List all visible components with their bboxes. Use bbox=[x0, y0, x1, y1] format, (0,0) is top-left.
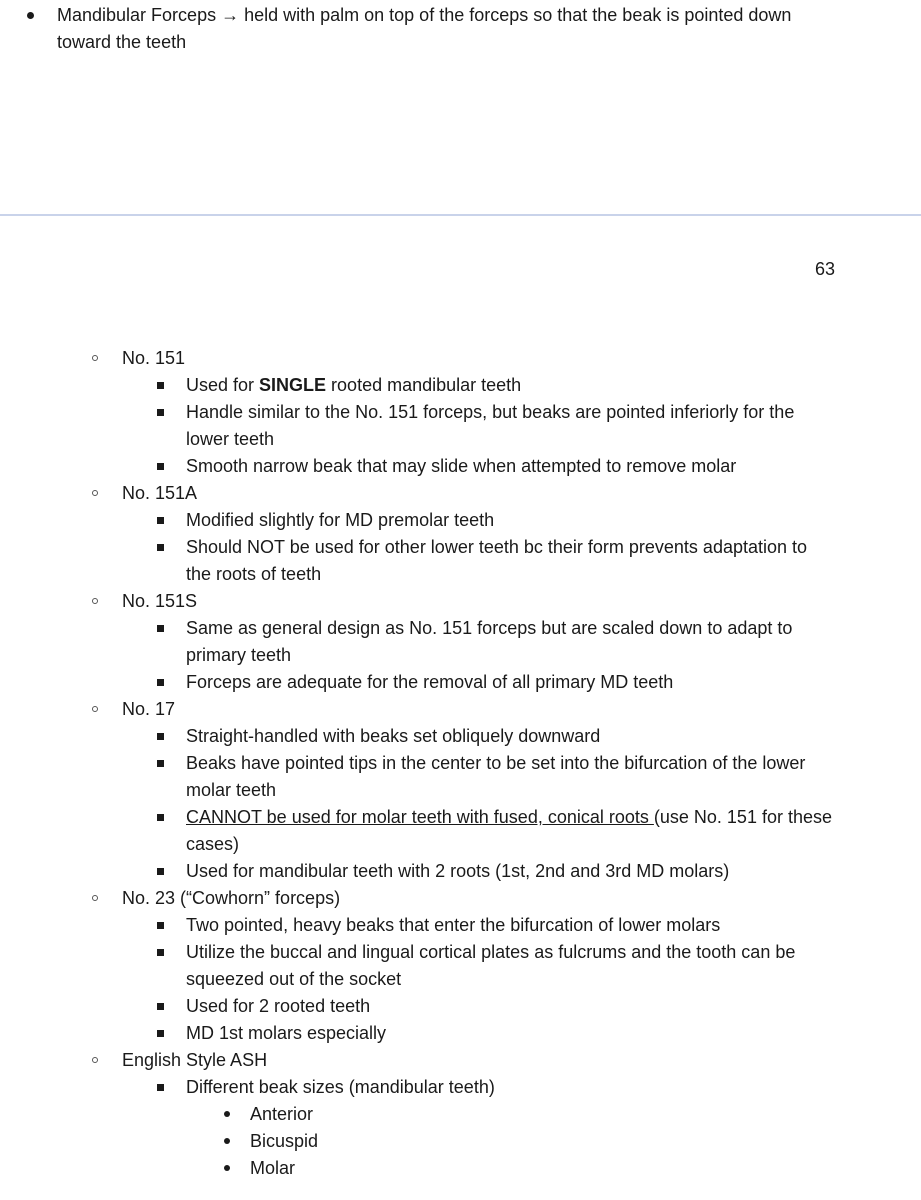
emphasis-text: SINGLE bbox=[259, 375, 327, 395]
list-item bbox=[0, 1074, 836, 1101]
list-item-heading: No. 151A bbox=[122, 483, 198, 503]
square-bullet-icon bbox=[157, 922, 164, 929]
list-item bbox=[0, 750, 836, 804]
list-item bbox=[0, 399, 836, 453]
square-bullet-icon bbox=[157, 1030, 164, 1037]
list-item-heading: No. 17 bbox=[122, 699, 176, 719]
list-item-text: Straight-handled with beaks set obliquely downward bbox=[186, 726, 601, 746]
circle-bullet-icon bbox=[92, 895, 98, 901]
forceps-outline bbox=[0, 345, 921, 1182]
square-bullet-icon bbox=[157, 949, 164, 956]
list-item-text: Two pointed, heavy beaks that enter the bifurcation of lower molars bbox=[186, 915, 721, 935]
list-item-text: Should NOT be used for other lower teeth bc their form prevents adaptation to the roots of teeth bbox=[186, 537, 808, 584]
list-item-text: Beaks have pointed tips in the center to be set into the bifurcation of the lower molar teeth bbox=[186, 753, 806, 800]
square-bullet-icon bbox=[157, 382, 164, 389]
list-item-text: Used for bbox=[186, 375, 260, 395]
bullet-disc-icon bbox=[224, 1165, 230, 1171]
square-bullet-icon bbox=[157, 868, 164, 875]
list-item bbox=[0, 885, 921, 912]
list-item bbox=[0, 372, 836, 399]
square-bullet-icon bbox=[157, 625, 164, 632]
square-bullet-icon bbox=[157, 760, 164, 767]
bullet-disc-icon bbox=[224, 1111, 230, 1117]
list-item bbox=[0, 804, 836, 858]
list-item-heading: No. 151 bbox=[122, 348, 186, 368]
list-item-text: Anterior bbox=[250, 1104, 314, 1124]
list-item-text: rooted mandibular teeth bbox=[326, 375, 522, 395]
list-item-heading: No. 23 (“Cowhorn” forceps) bbox=[122, 888, 341, 908]
page-number: 63 bbox=[814, 259, 835, 279]
circle-bullet-icon bbox=[92, 598, 98, 604]
previous-page-bottom bbox=[0, 0, 921, 216]
list-item bbox=[0, 669, 836, 696]
list-item bbox=[0, 723, 836, 750]
square-bullet-icon bbox=[157, 814, 164, 821]
circle-bullet-icon bbox=[92, 355, 98, 361]
list-item bbox=[0, 507, 836, 534]
bullet-disc-icon bbox=[224, 1138, 230, 1144]
square-bullet-icon bbox=[157, 733, 164, 740]
list-item-text: Mandibular Forceps → held with palm on top of the forceps so that the beak is pointed down toward the teeth bbox=[57, 5, 792, 52]
square-bullet-icon bbox=[157, 409, 164, 416]
list-item-text: MD 1st molars especially bbox=[186, 1023, 387, 1043]
square-bullet-icon bbox=[157, 1084, 164, 1091]
list-item-heading: English Style ASH bbox=[122, 1050, 268, 1070]
list-item bbox=[0, 453, 836, 480]
list-item bbox=[0, 912, 836, 939]
list-item bbox=[0, 345, 921, 372]
list-item bbox=[0, 1047, 921, 1074]
list-item bbox=[0, 1128, 921, 1155]
list-item bbox=[0, 1020, 836, 1047]
list-item-text: Molar bbox=[250, 1158, 296, 1178]
list-item bbox=[0, 858, 836, 885]
list-item-heading: No. 151S bbox=[122, 591, 198, 611]
list-item-text: Same as general design as No. 151 forceps but are scaled down to adapt to primary teeth bbox=[186, 618, 793, 665]
underlined-text: CANNOT be used for molar teeth with fused, conical roots bbox=[186, 807, 654, 827]
square-bullet-icon bbox=[157, 679, 164, 686]
bullet-disc-icon bbox=[27, 12, 34, 19]
circle-bullet-icon bbox=[92, 1057, 98, 1063]
list-item-text: Smooth narrow beak that may slide when attempted to remove molar bbox=[186, 456, 737, 476]
list-item-text: Bicuspid bbox=[250, 1131, 319, 1151]
list-item bbox=[0, 1155, 921, 1182]
list-item-text: Modified slightly for MD premolar teeth bbox=[186, 510, 495, 530]
list-item-text: (use No. 151 for these cases) bbox=[186, 807, 832, 854]
list-item-text: Used for 2 rooted teeth bbox=[186, 996, 371, 1016]
list-item bbox=[57, 2, 837, 56]
list-item bbox=[0, 939, 836, 993]
list-item bbox=[0, 993, 836, 1020]
page-divider bbox=[0, 214, 921, 216]
list-item bbox=[0, 480, 921, 507]
list-item-text: Handle similar to the No. 151 forceps, but beaks are pointed inferiorly for the lower teeth bbox=[186, 402, 795, 449]
square-bullet-icon bbox=[157, 463, 164, 470]
list-item bbox=[0, 588, 921, 615]
list-item-text: Used for mandibular teeth with 2 roots (1st, 2nd and 3rd MD molars) bbox=[186, 861, 730, 881]
list-item bbox=[0, 696, 921, 723]
square-bullet-icon bbox=[157, 1003, 164, 1010]
list-item bbox=[0, 615, 836, 669]
list-item-text: Forceps are adequate for the removal of all primary MD teeth bbox=[186, 672, 674, 692]
list-item bbox=[0, 1101, 921, 1128]
list-item-text: Different beak sizes (mandibular teeth) bbox=[186, 1077, 495, 1097]
circle-bullet-icon bbox=[92, 706, 98, 712]
list-item bbox=[0, 534, 836, 588]
circle-bullet-icon bbox=[92, 490, 98, 496]
list-item-text: Utilize the buccal and lingual cortical plates as fulcrums and the tooth can be squeezed out of the socket bbox=[186, 942, 796, 989]
square-bullet-icon bbox=[157, 544, 164, 551]
square-bullet-icon bbox=[157, 517, 164, 524]
